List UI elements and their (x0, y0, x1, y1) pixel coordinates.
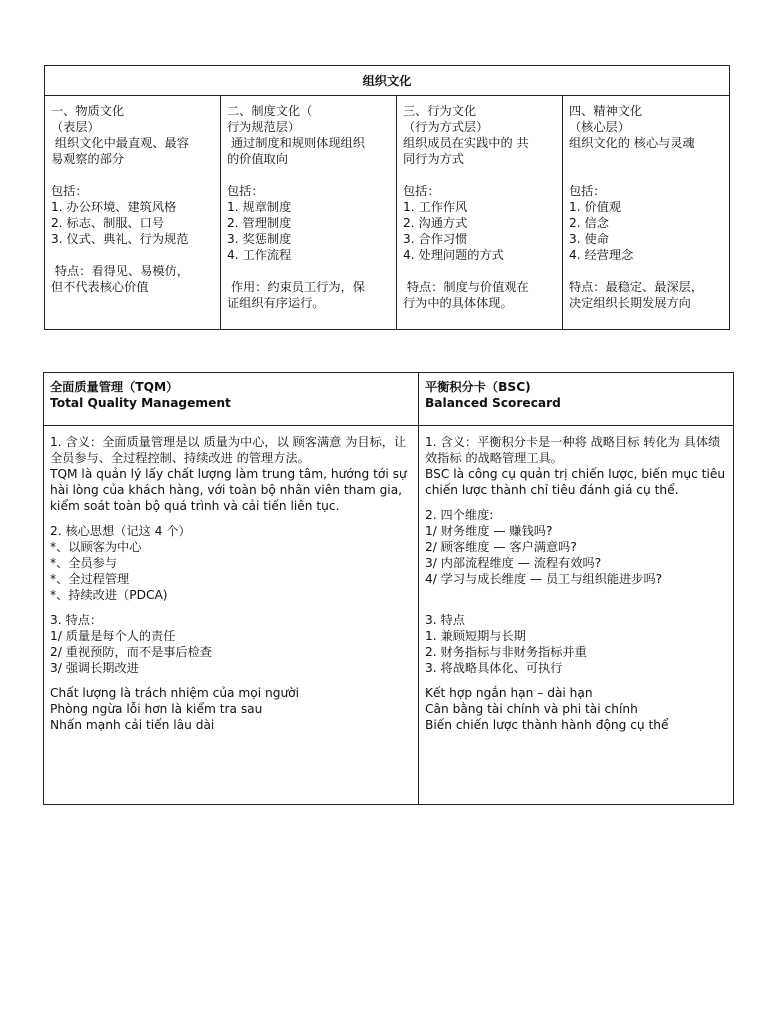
culture-line: （行为方式层） (403, 120, 489, 134)
org-culture-column-material (45, 96, 221, 330)
bsc-feature-cn: 2. 财务指标与非财务指标并重 (425, 645, 587, 659)
tqm-header (44, 373, 419, 426)
culture-line: 3. 奖惩制度 (227, 232, 292, 246)
bsc-meaning-vi: BSC là công cụ quản trị chiến lược, biến mục tiêu chiến lược thành chỉ tiêu đánh giá cụ thể. (425, 467, 726, 497)
bsc-features-title: 3. 特点 (425, 613, 465, 627)
culture-line: 的价值取向 (227, 152, 288, 166)
blank-line (227, 263, 394, 279)
tqm-title-cn: 全面质量管理（TQM） (50, 380, 179, 394)
tqm-bsc-table (43, 372, 734, 805)
tqm-core-title: 2. 核心思想（记这 4 个） (50, 524, 191, 538)
tqm-feature-cn: 3/ 强调长期改进 (50, 661, 139, 675)
bsc-dimension: 3/ 内部流程维度 — 流程有效吗? (425, 556, 602, 570)
culture-line: 2. 信念 (569, 216, 609, 230)
culture-line: 同行为方式 (403, 152, 464, 166)
culture-line: 证组织有序运行。 (227, 296, 325, 310)
bsc-feature-vi: Cân bằng tài chính và phi tài chính (425, 702, 638, 716)
bsc-dimensions-title: 2. 四个维度: (425, 508, 494, 522)
culture-line: 包括： (403, 184, 440, 198)
blank-line (51, 167, 218, 183)
culture-line: 特点：制度与价值观在 (403, 280, 529, 294)
culture-line: 但不代表核心价值 (51, 280, 149, 294)
tqm-feature-vi: Chất lượng là trách nhiệm của mọi người (50, 686, 300, 700)
tqm-meaning-vi: TQM là quản lý lấy chất lượng làm trung tâm, hướng tới sự hài lòng của khách hàng, với toàn bộ nhân viên tham gia, kiểm soát toàn bộ quá trình và cải tiến liên tục. (50, 467, 407, 513)
bsc-dimension: 2/ 顾客维度 — 客户满意吗? (425, 540, 577, 554)
culture-line: 通过制度和规则体现组织 (227, 136, 365, 150)
blank-line (569, 151, 727, 167)
blank-line (403, 167, 560, 183)
bsc-meaning-cn: 1. 含义：平衡积分卡是一种将 战略目标 转化为 具体绩效指标 的战略管理工具。 (425, 435, 721, 465)
culture-lines (227, 103, 394, 311)
culture-line: （核心层） (569, 120, 630, 134)
culture-line: 组织文化中最直观、最容 (51, 136, 189, 150)
bsc-title-en: Balanced Scorecard (425, 396, 561, 410)
culture-line: 一、物质文化 (51, 104, 125, 118)
bsc-feature-vi: Kết hợp ngắn hạn – dài hạn (425, 686, 593, 700)
culture-line: 2. 沟通方式 (403, 216, 468, 230)
tqm-features-title: 3. 特点： (50, 613, 103, 627)
tqm-feature-cn: 1/ 质量是每个人的责任 (50, 629, 176, 643)
tqm-core-item: *、持续改进（PDCA) (50, 588, 168, 602)
culture-line: 特点：最稳定、最深层， (569, 280, 704, 294)
blank-line (51, 247, 218, 263)
tqm-core-item: *、以顾客为中心 (50, 540, 142, 554)
bsc-header (419, 373, 734, 426)
org-culture-table (44, 65, 730, 330)
culture-line: 4. 经营理念 (569, 248, 634, 262)
culture-line: 1. 规章制度 (227, 200, 292, 214)
culture-line: 四、精神文化 (569, 104, 643, 118)
culture-lines (569, 103, 727, 311)
culture-line: 2. 管理制度 (227, 216, 292, 230)
tqm-core-item: *、全过程管理 (50, 572, 130, 586)
bsc-feature-vi: Biến chiến lược thành hành động cụ thể (425, 718, 669, 732)
bsc-feature-cn: 3. 将战略具体化、可执行 (425, 661, 563, 675)
culture-lines (403, 103, 560, 311)
tqm-feature-vi: Phòng ngừa lỗi hơn là kiểm tra sau (50, 702, 263, 716)
org-culture-title: 组织文化 (45, 66, 730, 96)
culture-line: 三、行为文化 (403, 104, 477, 118)
culture-line: 决定组织长期发展方向 (569, 296, 691, 310)
blank-line (569, 263, 727, 279)
culture-line: 3. 仪式、典礼、行为规范 (51, 232, 189, 246)
culture-line: 易观察的部分 (51, 152, 125, 166)
culture-line: 包括： (227, 184, 264, 198)
culture-line: 3. 使命 (569, 232, 609, 246)
bsc-body (419, 426, 734, 805)
tqm-meaning-cn: 1. 含义：全面质量管理是以 质量为中心，以 顾客满意 为目标，让 全员参与、全过程控制、持续改进 的管理方法。 (50, 435, 407, 465)
culture-line: 4. 处理问题的方式 (403, 248, 504, 262)
culture-line: 组织成员在实践中的 共 (403, 136, 529, 150)
org-culture-column-institutional (221, 96, 397, 330)
tqm-feature-cn: 2/ 重视预防，而不是事后检查 (50, 645, 212, 659)
culture-line: 1. 办公环境、建筑风格 (51, 200, 177, 214)
bsc-dimension: 1/ 财务维度 — 赚钱吗? (425, 524, 553, 538)
culture-lines (51, 103, 218, 295)
culture-line: 3. 合作习惯 (403, 232, 468, 246)
culture-line: 组织文化的 核心与灵魂 (569, 136, 695, 150)
tqm-body (44, 426, 419, 805)
culture-line: 二、制度文化（ (227, 104, 313, 118)
org-culture-column-spiritual (563, 96, 730, 330)
culture-line: （表层） (51, 120, 100, 134)
culture-line: 1. 价值观 (569, 200, 622, 214)
tqm-title-en: Total Quality Management (50, 396, 231, 410)
culture-line: 4. 工作流程 (227, 248, 292, 262)
blank-line (227, 167, 394, 183)
tqm-core-item: *、全员参与 (50, 556, 118, 570)
bsc-title-cn: 平衡积分卡（BSC) (425, 380, 531, 394)
bsc-feature-cn: 1. 兼顾短期与长期 (425, 629, 526, 643)
culture-line: 行为规范层） (227, 120, 301, 134)
culture-line: 1. 工作作风 (403, 200, 468, 214)
culture-line: 行为中的具体体现。 (403, 296, 513, 310)
org-culture-column-behavioral (397, 96, 563, 330)
blank-line (403, 263, 560, 279)
culture-line: 包括： (51, 184, 88, 198)
tqm-feature-vi: Nhấn mạnh cải tiến lâu dài (50, 718, 215, 732)
culture-line: 特点：看得见、易模仿， (51, 264, 189, 278)
culture-line: 作用：约束员工行为，保 (227, 280, 365, 294)
culture-line: 包括： (569, 184, 606, 198)
blank-line (569, 167, 727, 183)
culture-line: 2. 标志、制服、口号 (51, 216, 165, 230)
bsc-dimension: 4/ 学习与成长维度 — 员工与组织能进步吗? (425, 572, 663, 586)
